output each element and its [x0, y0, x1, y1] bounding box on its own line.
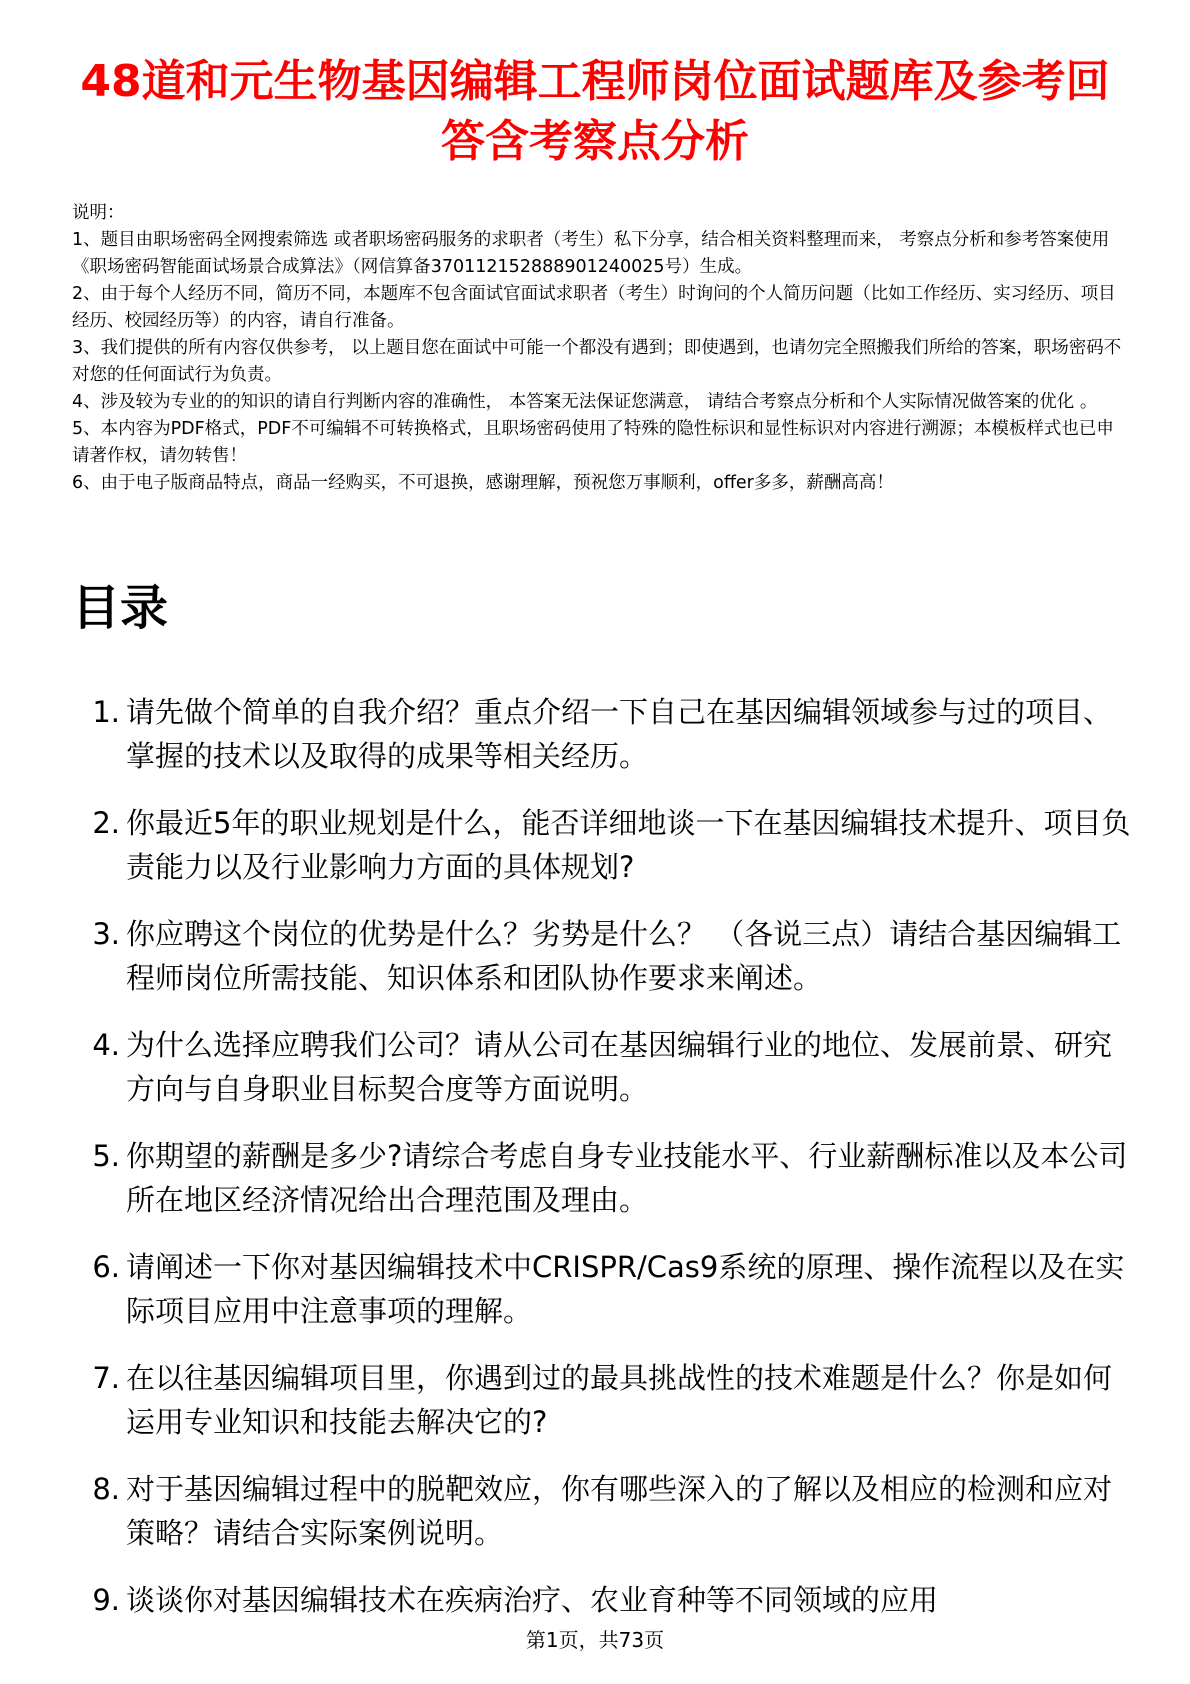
- toc-item: [72, 1467, 1132, 1555]
- note-item: 2、由于每个人经历不同，简历不同，本题库不包含面试官面试求职者（考生）时询问的个人简历问题（比如工作经历、实习经历、项目经历、校园经历等）的内容，请自行准备。: [72, 284, 1116, 331]
- page-footer: 第1页，共73页: [525, 1628, 665, 1652]
- toc-item-text: 在以往基因编辑项目里，你遇到过的最具挑战性的技术难题是什么？你是如何运用专业知识和技能去解决它的?: [126, 1361, 1113, 1439]
- toc-item-number: 5.: [92, 1139, 120, 1173]
- toc-item-text: 你最近5年的职业规划是什么，能否详细地谈一下在基因编辑技术提升、项目负责能力以及行业影响力方面的具体规划?: [126, 806, 1131, 884]
- note-item: 6、由于电子版商品特点，商品一经购买，不可退换，感谢理解，预祝您万事顺利，offer多多，薪酬高高！: [72, 473, 894, 493]
- note-item: 5、本内容为PDF格式，PDF不可编辑不可转换格式，且职场密码使用了特殊的隐性标识和显性标识对内容进行溯源；本模板样式也已申请著作权，请勿转售！: [72, 419, 1114, 466]
- document-title: 48道和元生物基因编辑工程师岗位面试题库及参考回答含考察点分析: [80, 56, 1110, 167]
- toc-item-text: 请阐述一下你对基因编辑技术中CRISPR/Cas9系统的原理、操作流程以及在实际项目应用中注意事项的理解。: [126, 1250, 1125, 1328]
- note-item: 4、涉及较为专业的的知识的请自行判断内容的准确性， 本答案无法保证您满意， 请结合考察点分析和个人实际情况做答案的优化 。: [72, 392, 1098, 412]
- toc-item-number: 7.: [92, 1361, 120, 1395]
- toc-item-number: 9.: [92, 1583, 120, 1617]
- toc-item-text: 谈谈你对基因编辑技术在疾病治疗、农业育种等不同领域的应用: [126, 1583, 939, 1617]
- notes-label: 说明：: [72, 203, 125, 223]
- toc-item: [72, 1023, 1132, 1111]
- toc-item-number: 6.: [92, 1250, 120, 1284]
- toc-heading: 目录: [72, 580, 169, 636]
- note-item: 1、题目由职场密码全网搜索筛选 或者职场密码服务的求职者（考生）私下分享，结合相关资料整理而来， 考察点分析和参考答案使用《职场密码智能面试场景合成算法》（网信算备370112152888901240025号）生成。: [72, 230, 1110, 277]
- toc-item: [72, 912, 1132, 1000]
- note-item: 3、我们提供的所有内容仅供参考， 以上题目您在面试中可能一个都没有遇到；即使遇到，也请勿完全照搬我们所给的答案，职场密码不对您的任何面试行为负责。: [72, 338, 1122, 385]
- toc-item: [72, 801, 1132, 889]
- toc-item-text: 请先做个简单的自我介绍？重点介绍一下自己在基因编辑领域参与过的项目、掌握的技术以及取得的成果等相关经历。: [126, 695, 1113, 773]
- toc-item-text: 为什么选择应聘我们公司？请从公司在基因编辑行业的地位、发展前景、研究方向与自身职业目标契合度等方面说明。: [126, 1028, 1113, 1106]
- toc-item: [72, 1356, 1132, 1444]
- toc-list: [72, 690, 1132, 1645]
- toc-item-number: 3.: [92, 917, 120, 951]
- toc-item-number: 8.: [92, 1472, 120, 1506]
- toc-item-number: 4.: [92, 1028, 120, 1062]
- notes-section: [72, 200, 1122, 497]
- toc-item-text: 你应聘这个岗位的优势是什么？劣势是什么？ （各说三点）请结合基因编辑工程师岗位所需技能、知识体系和团队协作要求来阐述。: [126, 917, 1122, 995]
- toc-item-number: 1.: [92, 695, 120, 729]
- toc-item: [72, 1578, 1132, 1622]
- toc-item: [72, 1245, 1132, 1333]
- toc-item-text: 你期望的薪酬是多少?请综合考虑自身专业技能水平、行业薪酬标准以及本公司所在地区经济情况给出合理范围及理由。: [126, 1139, 1128, 1217]
- toc-item-number: 2.: [92, 806, 120, 840]
- toc-item: [72, 690, 1132, 778]
- toc-item-text: 对于基因编辑过程中的脱靶效应，你有哪些深入的了解以及相应的检测和应对策略？请结合实际案例说明。: [126, 1472, 1113, 1550]
- toc-item: [72, 1134, 1132, 1222]
